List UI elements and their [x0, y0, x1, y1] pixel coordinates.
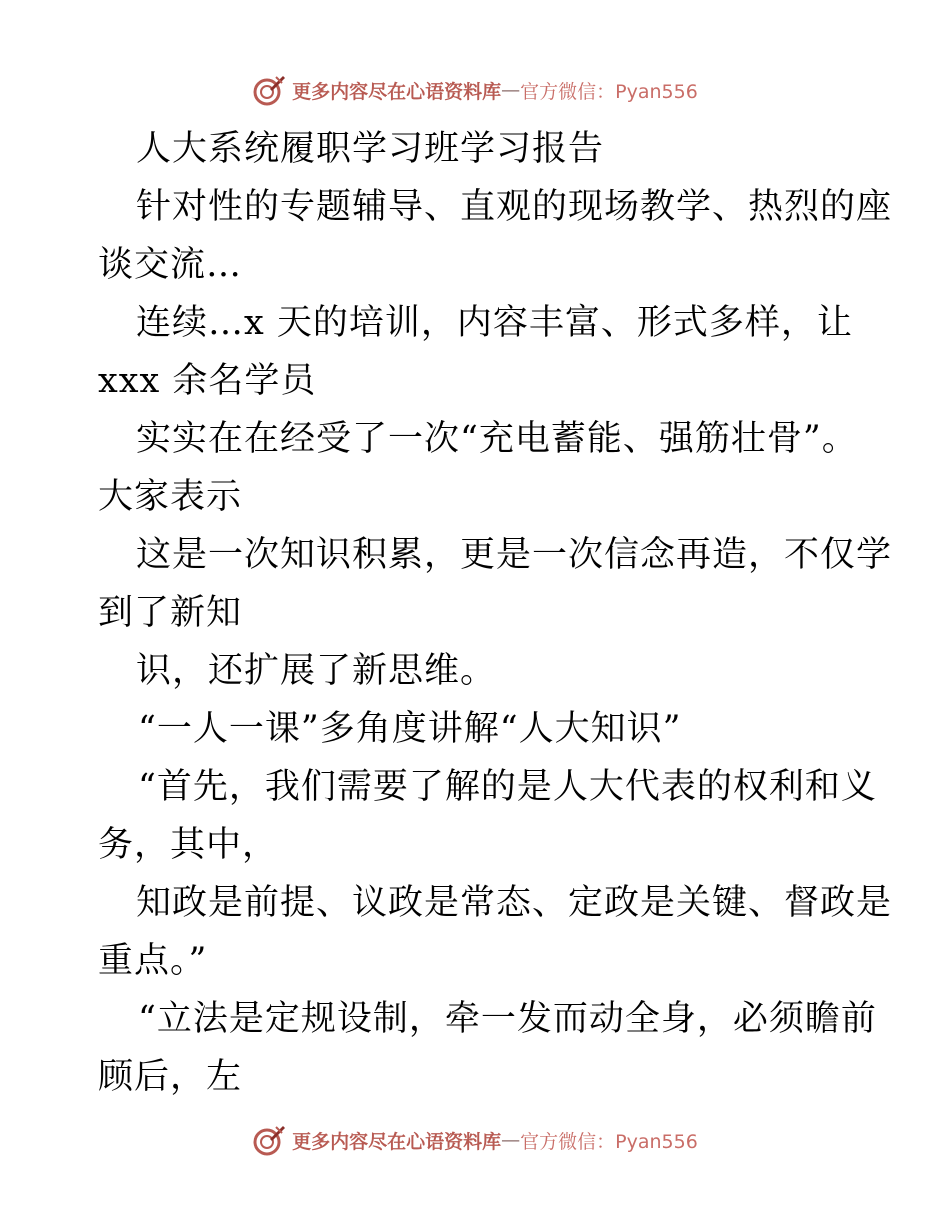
- paragraph-line: 顾后，左: [98, 1057, 243, 1097]
- banner-wechat-text: 官方微信：Pyan556: [520, 1130, 698, 1153]
- paragraph-line: “首先，我们需要了解的是人大代表的权利和义: [138, 767, 877, 807]
- paragraph-line: 针对性的专题辅导、直观的现场教学、热烈的座: [136, 187, 893, 227]
- paragraph-line: 这是一次知识积累，更是一次信念再造，不仅学: [136, 535, 893, 575]
- paragraph-line: 实实在在经受了一次“充电蓄能、强筋壮骨”。: [136, 419, 858, 459]
- banner-separator: —: [501, 1129, 521, 1151]
- pen-nib-seal-icon: [252, 1123, 286, 1157]
- paragraph-line: xxx 余名学员: [98, 361, 317, 401]
- paragraph-line: 大家表示: [98, 477, 243, 517]
- paragraph-line: 知政是前提、议政是常态、定政是关键、督政是: [136, 883, 893, 923]
- banner-site-text: 更多内容尽在心语资料库: [292, 1130, 502, 1153]
- paragraph-line: “立法是定规设制，牵一发而动全身，必须瞻前: [138, 999, 877, 1039]
- banner-wechat-text: 官方微信：Pyan556: [520, 80, 698, 103]
- document-title: 人大系统履职学习班学习报告: [136, 129, 605, 169]
- banner-site-text: 更多内容尽在心语资料库: [292, 80, 502, 103]
- paragraph-line: 重点。”: [98, 941, 208, 981]
- paragraph-line: 到了新知: [98, 593, 243, 633]
- section-heading: “一人一课”多角度讲解“人大知识”: [138, 709, 682, 749]
- footer-banner: [0, 1120, 950, 1160]
- paragraph-line: 务，其中，: [98, 825, 279, 865]
- paragraph-line: 连续…x 天的培训，内容丰富、形式多样，让: [136, 303, 853, 343]
- header-banner: [0, 70, 950, 110]
- document-body: [98, 120, 893, 1106]
- paragraph-line: 谈交流…: [98, 245, 243, 285]
- banner-separator: —: [501, 79, 521, 101]
- pen-nib-seal-icon: [252, 73, 286, 107]
- paragraph-line: 识，还扩展了新思维。: [136, 651, 497, 691]
